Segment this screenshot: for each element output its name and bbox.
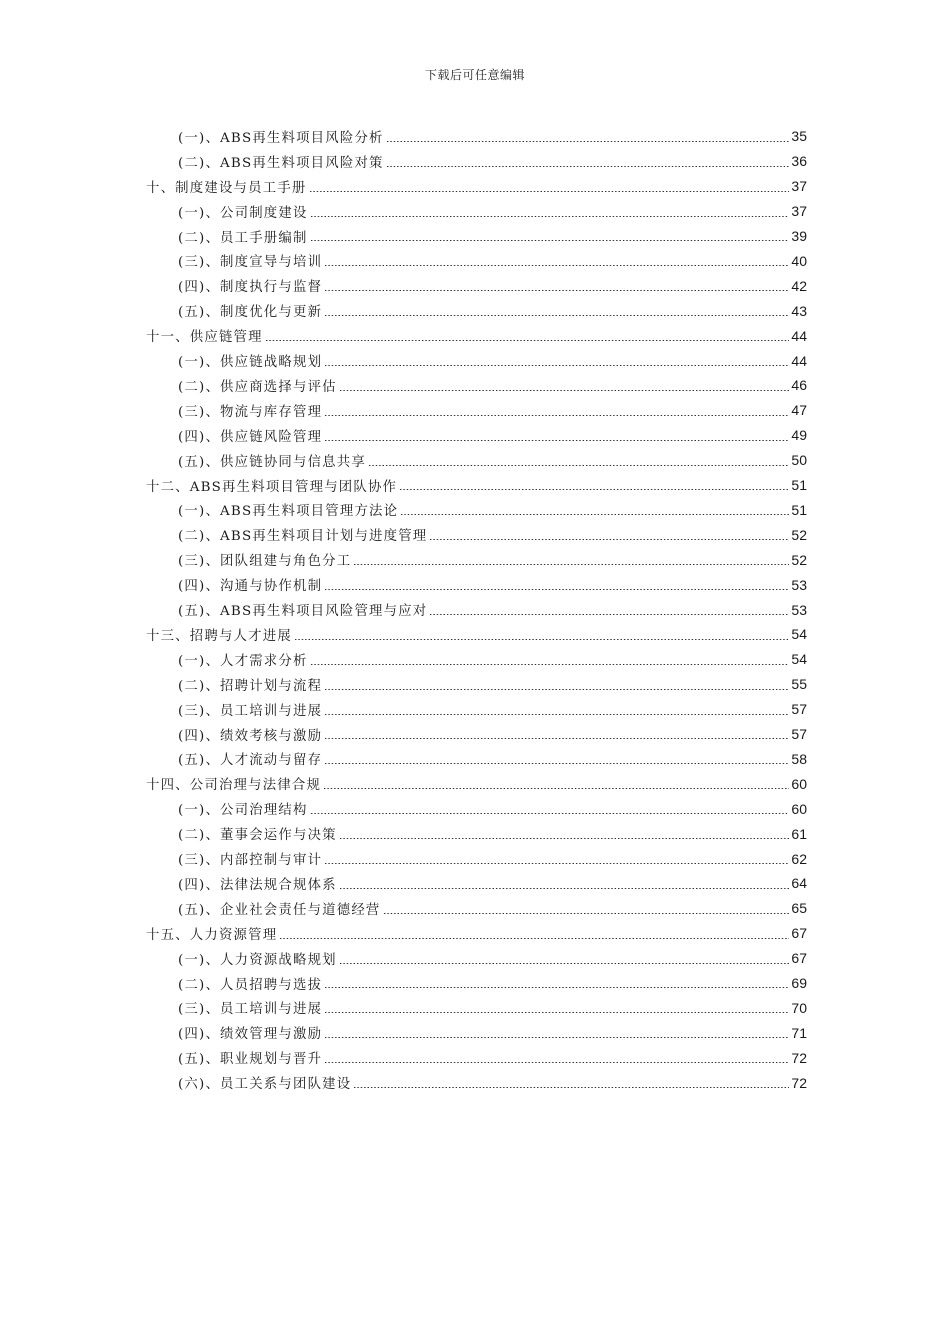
toc-entry-page-number: 47 [791,402,807,419]
toc-entry-title: (五)、企业社会责任与道德经营 [178,902,381,918]
toc-dot-leader [324,714,789,715]
toc-dot-leader [353,1087,789,1088]
toc-entry-page-number: 60 [791,775,807,792]
toc-dot-leader [324,738,789,739]
toc-entry-title: 十一、供应链管理 [146,330,263,346]
toc-entry-title: (一)、人力资源战略规划 [178,952,337,968]
toc-entry-title: (一)、公司制度建设 [178,205,308,221]
toc-entry[interactable] [178,821,807,846]
toc-entry-page-number: 46 [791,377,807,394]
toc-entry[interactable] [178,796,807,821]
toc-entry-page-number: 50 [791,452,807,469]
toc-dot-leader [310,813,790,814]
toc-entry-title: (五)、ABS再生料项目风险管理与应对 [178,604,428,620]
toc-entry-page-number: 49 [791,427,807,444]
toc-entry-page-number: 69 [791,975,807,992]
toc-entry[interactable] [178,896,807,921]
toc-entry[interactable] [178,597,807,622]
toc-entry-page-number: 42 [791,277,807,294]
toc-dot-leader [309,191,790,192]
toc-dot-leader [339,888,790,889]
toc-entry-page-number: 72 [791,1049,807,1066]
toc-entry-title: (六)、员工关系与团队建设 [178,1077,352,1093]
toc-dot-leader [279,938,789,939]
toc-entry-title: (四)、绩效管理与激励 [178,1027,323,1043]
toc-dot-leader [429,539,789,540]
toc-entry[interactable] [178,996,807,1021]
toc-entry-title: 十三、招聘与人才进展 [146,628,292,644]
toc-entry-title: (五)、职业规划与晋升 [178,1052,323,1068]
toc-entry-page-number: 64 [791,875,807,892]
toc-entry-page-number: 37 [791,178,807,195]
toc-dot-leader [265,340,790,341]
toc-dot-leader [386,141,790,142]
toc-entry-page-number: 35 [791,128,807,145]
toc-entry[interactable] [178,149,807,174]
toc-dot-leader [324,290,789,291]
toc-entry-title: 十五、人力资源管理 [146,927,278,943]
toc-entry-page-number: 67 [791,950,807,967]
toc-entry-title: 十四、公司治理与法律合规 [146,778,322,794]
toc-dot-leader [429,614,789,615]
toc-entry-title: (四)、法律法规合规体系 [178,877,337,893]
toc-entry-page-number: 67 [791,925,807,942]
toc-entry-title: (一)、ABS再生料项目管理方法论 [178,504,399,520]
toc-entry-page-number: 72 [791,1074,807,1091]
toc-entry-page-number: 53 [791,576,807,593]
toc-entry[interactable] [178,1070,807,1095]
toc-entry[interactable] [178,672,807,697]
toc-dot-leader [310,240,790,241]
toc-entry-page-number: 54 [791,651,807,668]
toc-entry-page-number: 51 [791,501,807,518]
toc-entry-title: (四)、绩效考核与激励 [178,728,323,744]
toc-dot-leader [324,1037,789,1038]
toc-entry-page-number: 57 [791,726,807,743]
toc-entry[interactable] [146,771,807,796]
toc-entry-title: (五)、制度优化与更新 [178,305,323,321]
toc-entry[interactable] [146,323,807,348]
toc-entry-title: 十二、ABS再生料项目管理与团队协作 [146,479,398,495]
toc-entry-title: (二)、人员招聘与选拔 [178,977,323,993]
toc-entry-title: (二)、供应商选择与评估 [178,379,337,395]
toc-entry-page-number: 54 [791,626,807,643]
toc-dot-leader [339,963,790,964]
toc-entry-page-number: 65 [791,900,807,917]
toc-entry-title: (一)、供应链战略规划 [178,355,323,371]
toc-dot-leader [294,639,790,640]
toc-dot-leader [353,564,789,565]
toc-entry-title: (三)、员工培训与进展 [178,1002,323,1018]
toc-entry-page-number: 60 [791,800,807,817]
toc-dot-leader [324,1012,789,1013]
toc-dot-leader [339,838,790,839]
toc-entry[interactable] [178,348,807,373]
toc-entry-page-number: 43 [791,302,807,319]
toc-entry[interactable] [146,473,807,498]
toc-entry[interactable] [178,572,807,597]
toc-entry-title: (三)、制度宣导与培训 [178,255,323,271]
toc-dot-leader [324,589,789,590]
toc-dot-leader [324,763,789,764]
toc-entry-title: (一)、公司治理结构 [178,803,308,819]
toc-entry-title: 十、制度建设与员工手册 [146,180,307,196]
toc-entry[interactable] [178,373,807,398]
toc-dot-leader [400,514,789,515]
toc-entry-title: (二)、员工手册编制 [178,230,308,246]
toc-dot-leader [399,489,789,490]
toc-entry-title: (一)、人才需求分析 [178,653,308,669]
toc-entry-title: (一)、ABS再生料项目风险分析 [178,130,384,146]
toc-entry[interactable] [178,398,807,423]
toc-entry-page-number: 39 [791,228,807,245]
toc-entry-title: (四)、供应链风险管理 [178,429,323,445]
toc-entry-page-number: 61 [791,825,807,842]
toc-entry-page-number: 62 [791,850,807,867]
toc-entry-page-number: 51 [791,477,807,494]
toc-dot-leader [324,365,789,366]
toc-entry-title: (四)、制度执行与监督 [178,280,323,296]
toc-dot-leader [324,265,789,266]
toc-entry[interactable] [178,522,807,547]
toc-dot-leader [323,788,789,789]
toc-entry-title: (五)、人才流动与留存 [178,753,323,769]
toc-entry-page-number: 37 [791,203,807,220]
toc-entry-page-number: 44 [791,352,807,369]
toc-dot-leader [386,166,790,167]
toc-entry-title: (二)、ABS再生料项目计划与进度管理 [178,529,428,545]
toc-entry[interactable] [178,846,807,871]
toc-entry[interactable] [178,747,807,772]
toc-entry[interactable] [178,871,807,896]
toc-entry-title: (五)、供应链协同与信息共享 [178,454,366,470]
toc-entry[interactable] [146,921,807,946]
toc-entry-page-number: 57 [791,701,807,718]
toc-entry[interactable] [178,249,807,274]
toc-entry[interactable] [178,448,807,473]
toc-entry[interactable] [178,498,807,523]
toc-entry-title: (二)、董事会运作与决策 [178,828,337,844]
toc-dot-leader [324,440,789,441]
toc-entry-title: (三)、团队组建与角色分工 [178,554,352,570]
toc-entry[interactable] [146,174,807,199]
toc-entry-page-number: 53 [791,601,807,618]
toc-entry-page-number: 55 [791,676,807,693]
toc-entry-title: (四)、沟通与协作机制 [178,579,323,595]
toc-entry[interactable] [178,1045,807,1070]
toc-entry[interactable] [178,298,807,323]
toc-entry-page-number: 71 [791,1024,807,1041]
toc-entry[interactable] [178,273,807,298]
toc-entry[interactable] [178,224,807,249]
toc-dot-leader [339,390,790,391]
toc-entry-title: (二)、招聘计划与流程 [178,678,323,694]
toc-entry-title: (三)、内部控制与审计 [178,853,323,869]
toc-entry[interactable] [178,971,807,996]
toc-entry[interactable] [178,423,807,448]
toc-entry[interactable] [178,722,807,747]
toc-entry[interactable] [178,697,807,722]
toc-dot-leader [324,1062,789,1063]
toc-entry[interactable] [146,622,807,647]
toc-dot-leader [368,465,789,466]
toc-entry-page-number: 52 [791,551,807,568]
toc-entry[interactable] [178,124,807,149]
toc-entry[interactable] [178,199,807,224]
page-header: 下载后可任意编辑 [424,68,525,82]
toc-entry[interactable] [178,946,807,971]
toc-entry-page-number: 70 [791,999,807,1016]
toc-dot-leader [324,863,789,864]
toc-dot-leader [310,664,790,665]
toc-entry[interactable] [178,1020,807,1045]
toc-entry-title: (三)、物流与库存管理 [178,404,323,420]
toc-entry[interactable] [178,647,807,672]
toc-dot-leader [310,216,790,217]
toc-entry-page-number: 40 [791,252,807,269]
toc-entry-page-number: 52 [791,526,807,543]
toc-dot-leader [324,689,789,690]
toc-entry-title: (二)、ABS再生料项目风险对策 [178,155,384,171]
toc-entry-page-number: 44 [791,327,807,344]
toc-entry-page-number: 36 [791,153,807,170]
toc-dot-leader [324,987,789,988]
toc-entry-title: (三)、员工培训与进展 [178,703,323,719]
toc-dot-leader [383,913,790,914]
toc-dot-leader [324,415,789,416]
toc-dot-leader [324,315,789,316]
toc-entry-page-number: 58 [791,750,807,767]
toc-entry[interactable] [178,547,807,572]
